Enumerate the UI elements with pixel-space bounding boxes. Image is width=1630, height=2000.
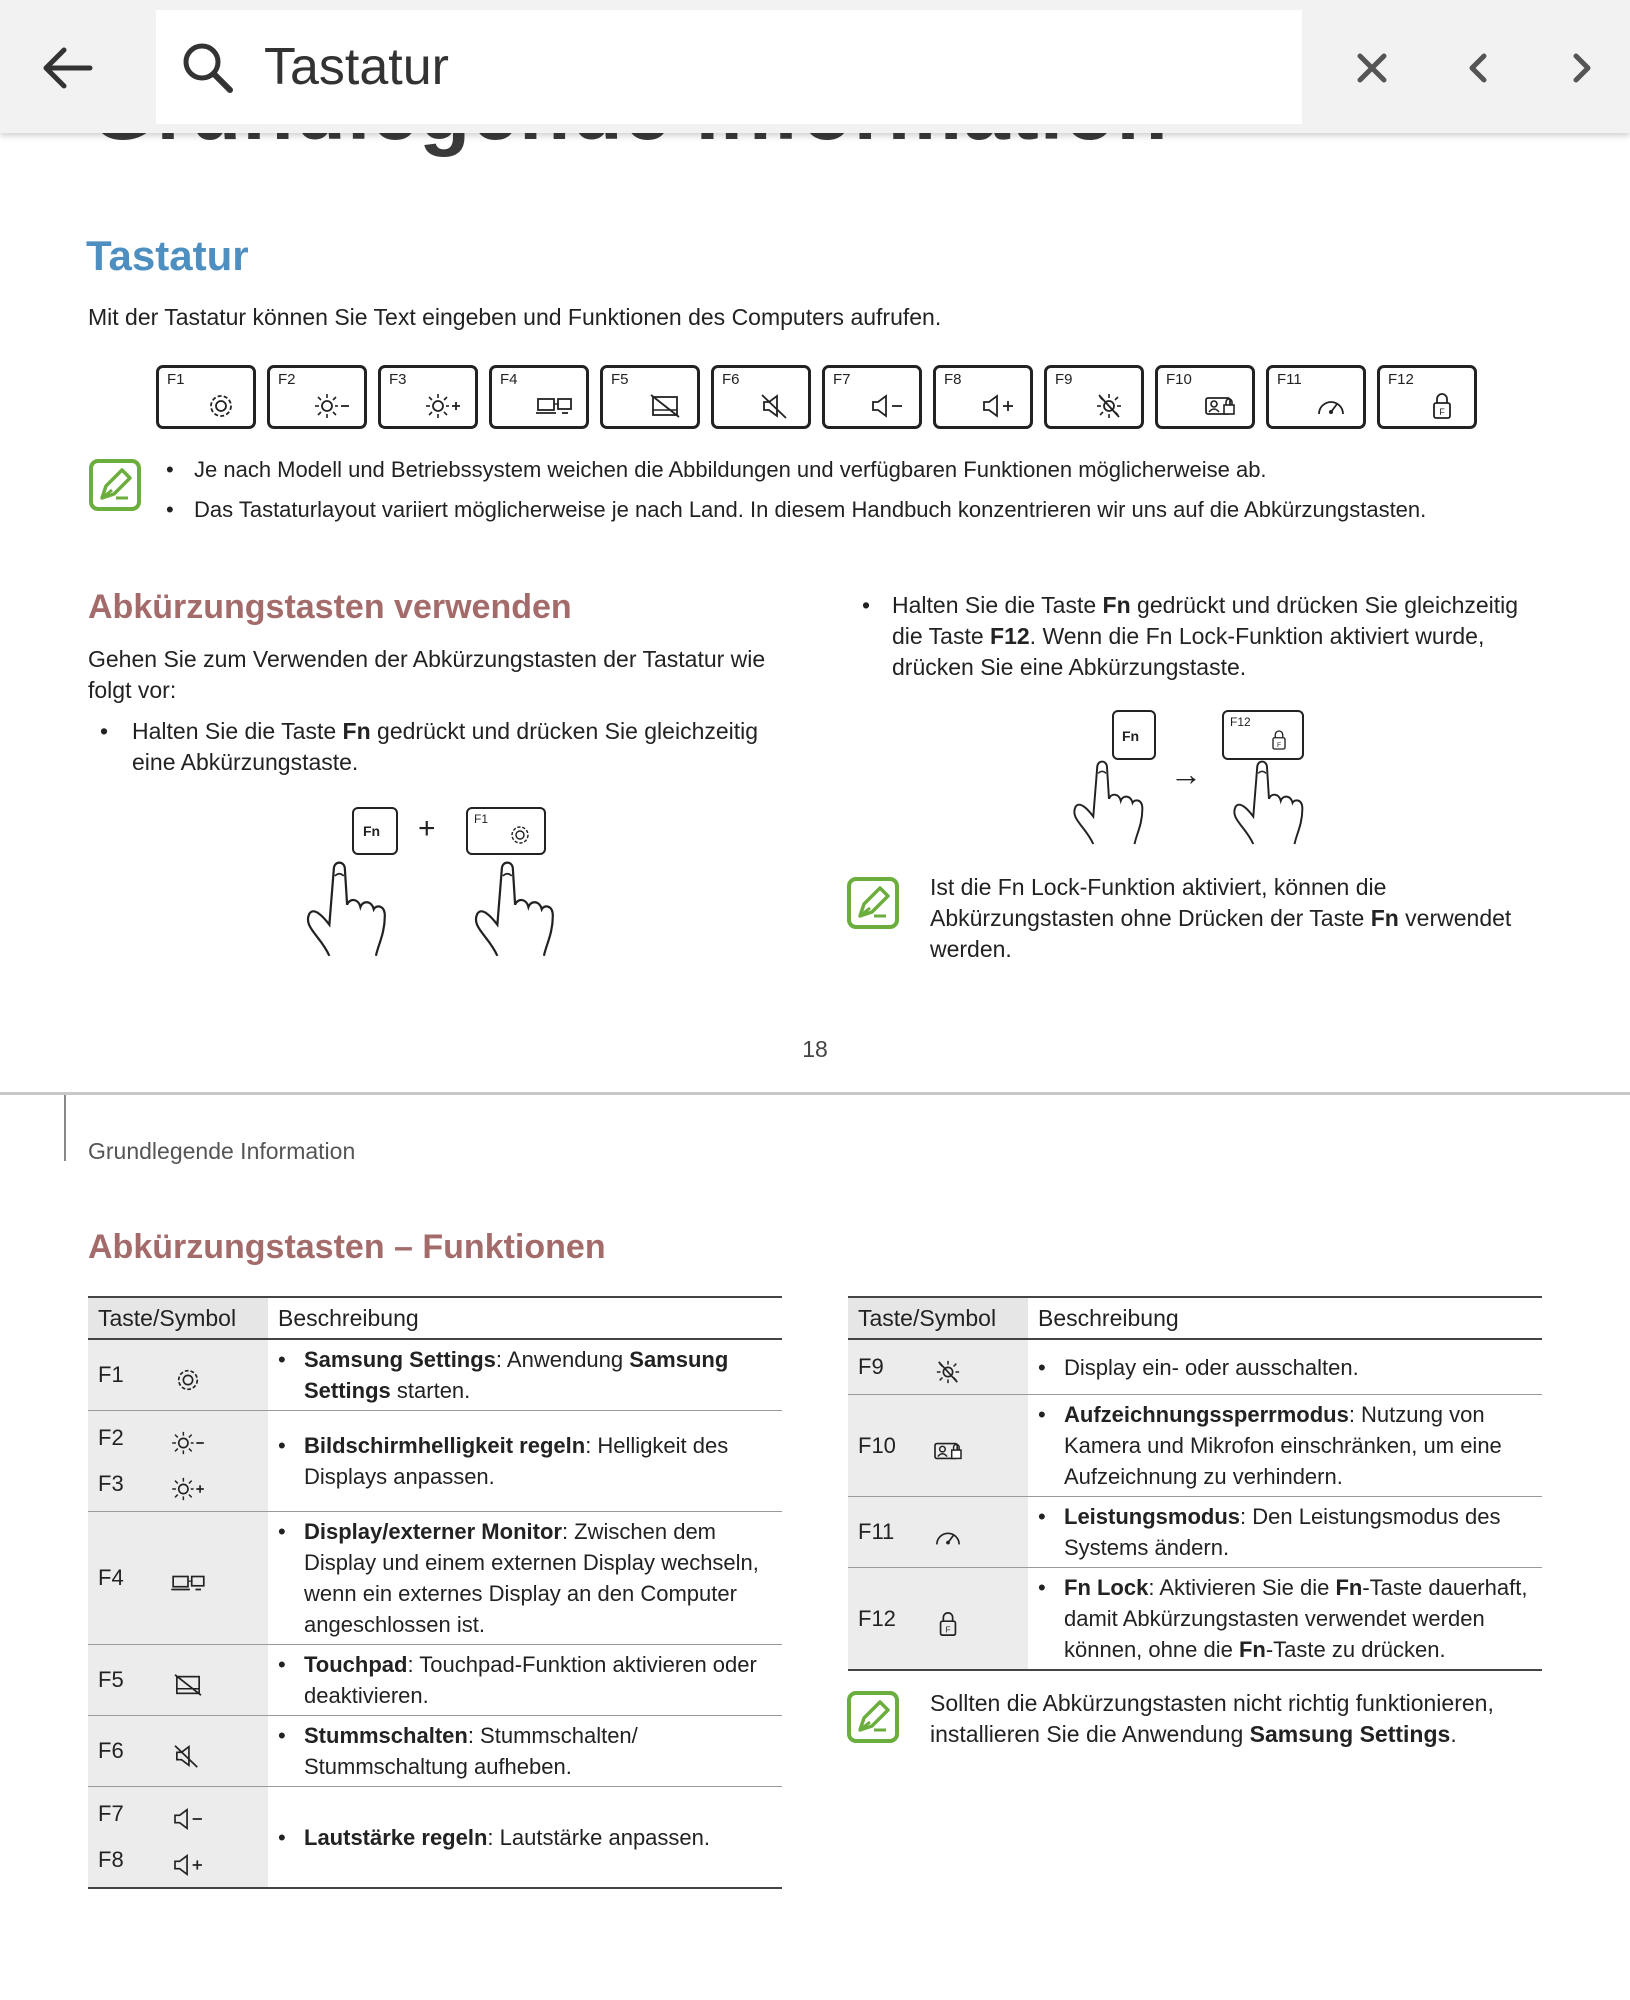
- fn-lock-icon: [928, 1607, 968, 1633]
- chevron-right-icon[interactable]: [1554, 40, 1610, 96]
- key-label: F8: [944, 371, 962, 388]
- note-icon: [846, 876, 900, 930]
- key-name: F12: [858, 1605, 896, 1631]
- table-row: [848, 1497, 1542, 1568]
- function-key-row: [156, 365, 1476, 427]
- key-label: F7: [833, 371, 851, 388]
- display-off-icon: [928, 1355, 968, 1381]
- illus-f12-key: F12: [1222, 710, 1304, 760]
- key-label: F5: [611, 371, 629, 388]
- page-edge-line: [64, 1095, 66, 1161]
- table-row: [848, 1568, 1542, 1671]
- back-arrow-icon[interactable]: [36, 36, 100, 100]
- description-cell: • Leistungsmodus: Den Leistungsmodus des Systems ändern.: [1028, 1497, 1542, 1568]
- key-label: F10: [1166, 371, 1192, 388]
- key-cell: [848, 1497, 1028, 1568]
- key-f2: [267, 365, 367, 429]
- intro-text: Mit der Tastatur können Sie Text eingeben und Funktionen des Computers aufrufen.: [88, 304, 942, 330]
- page-number: 18: [802, 1036, 828, 1062]
- section-title-tastatur: Tastatur: [86, 232, 249, 279]
- key-cell: [88, 1512, 268, 1645]
- key-f12: [1377, 365, 1477, 429]
- mute-icon: [756, 392, 796, 420]
- volume-up-icon: [168, 1848, 208, 1874]
- final-note: Sollten die Abkürzungstasten nicht richtig funktionieren, installieren Sie die Anwendung Samsung Settings.: [930, 1690, 1494, 1747]
- key-name: F9: [858, 1354, 884, 1379]
- volume-up-icon: [978, 392, 1018, 420]
- chevron-left-icon[interactable]: [1450, 40, 1506, 96]
- note-icon: [846, 1690, 900, 1744]
- note-icon: [88, 458, 142, 512]
- mute-icon: [168, 1739, 208, 1765]
- key-label: F4: [500, 371, 518, 388]
- touchpad-icon: [168, 1668, 208, 1694]
- display-switch-icon: [534, 392, 574, 420]
- brightness-down-icon: [168, 1426, 208, 1452]
- key-f1: [156, 365, 256, 429]
- performance-gauge-icon: [1311, 392, 1351, 420]
- gear-icon: [201, 392, 241, 420]
- illus-fn-key: Fn: [352, 807, 398, 855]
- fnlock-note: Ist die Fn Lock-Funktion aktiviert, können die Abkürzungstasten ohne Drücken der Taste Fn verwendet werden.: [930, 874, 1512, 962]
- key-name: F4: [98, 1565, 124, 1590]
- function-table-right: [848, 1296, 1542, 1671]
- key-name: F2: [98, 1425, 124, 1450]
- key-label: F12: [1388, 371, 1414, 388]
- key-name: F3: [98, 1471, 124, 1496]
- display-switch-icon: [168, 1566, 208, 1592]
- brightness-down-icon: [312, 392, 352, 420]
- table-row: [88, 1512, 782, 1645]
- section-title-functions: Abkürzungstasten – Funktionen: [88, 1228, 606, 1266]
- brightness-up-icon: [168, 1472, 208, 1498]
- key-f9: [1044, 365, 1144, 429]
- key-name: F7: [98, 1801, 124, 1826]
- brightness-up-icon: [423, 392, 463, 420]
- description-cell: • Aufzeichnungssperrmodus: Nutzung von Kamera und Mikrofon einschränken, um eine Aufzeichnung zu verhindern.: [1028, 1395, 1542, 1497]
- illus-arrow: →: [1170, 756, 1202, 792]
- key-f5: [600, 365, 700, 429]
- volume-down-icon: [867, 392, 907, 420]
- col-header-desc: Beschreibung: [1028, 1297, 1542, 1339]
- key-cell: [848, 1395, 1028, 1497]
- privacy-mode-icon: [928, 1434, 968, 1460]
- search-box[interactable]: [156, 10, 1302, 124]
- illus-plus: +: [418, 812, 436, 845]
- key-f3: [378, 365, 478, 429]
- page-divider: [0, 1092, 1630, 1095]
- key-cell: [848, 1339, 1028, 1395]
- section-title-shortcuts: Abkürzungstasten verwenden: [88, 588, 572, 626]
- key-cell: [848, 1568, 1028, 1671]
- function-table-left: [88, 1296, 782, 1889]
- col-header-key: Taste/Symbol: [88, 1297, 268, 1339]
- gear-icon: [168, 1363, 208, 1389]
- search-toolbar: [0, 0, 1630, 133]
- table-row: [88, 1716, 782, 1787]
- close-icon[interactable]: [1344, 40, 1400, 96]
- description-cell: • Display ein- oder ausschalten.: [1028, 1339, 1542, 1395]
- display-off-icon: [1089, 392, 1129, 420]
- key-cell: [88, 1339, 268, 1411]
- col-header-key: Taste/Symbol: [848, 1297, 1028, 1339]
- illus-fn-key: Fn: [1112, 710, 1156, 760]
- key-label: F1: [167, 371, 185, 388]
- shortcut-intro: Gehen Sie zum Verwenden der Abkürzungstasten der Tastatur wie folgt vor:: [88, 646, 766, 703]
- key-label: F2: [278, 371, 296, 388]
- shortcut-bullet-left: • Halten Sie die Taste Fn gedrückt und drücken Sie gleichzeitig eine Abkürzungstaste.: [100, 718, 759, 775]
- search-input[interactable]: [264, 28, 1224, 106]
- description-cell: • Fn Lock: Aktivieren Sie die Fn-Taste dauerhaft, damit Abkürzungstasten verwendet werden können, ohne die Fn-Taste zu drücken.: [1028, 1568, 1542, 1671]
- key-name: F11: [858, 1519, 895, 1544]
- description-cell: • Stummschalten: Stummschalten/ Stummschaltung aufheben.: [268, 1716, 782, 1787]
- key-f10: [1155, 365, 1255, 429]
- note-item: • Je nach Modell und Betriebssystem weichen die Abbildungen und verfügbaren Funktionen möglicherweise ab.: [166, 457, 1267, 482]
- table-row: [848, 1339, 1542, 1395]
- key-cell: [88, 1716, 268, 1787]
- key-f7: [822, 365, 922, 429]
- touchpad-icon: [645, 392, 685, 420]
- description-cell: • Touchpad: Touchpad-Funktion aktivieren oder deaktivieren.: [268, 1645, 782, 1716]
- page-header: Grundlegende Information: [88, 1138, 356, 1164]
- table-row: [88, 1787, 782, 1889]
- description-cell: • Display/externer Monitor: Zwischen dem Display und einem externen Display wechseln, wenn ein externes Display an den Computer angeschlossen ist.: [268, 1512, 782, 1645]
- description-cell: • Bildschirmhelligkeit regeln: Helligkeit des Displays anpassen.: [268, 1411, 782, 1512]
- key-name: F6: [98, 1738, 124, 1763]
- table-row: [88, 1339, 782, 1411]
- description-cell: • Lautstärke regeln: Lautstärke anpassen.: [268, 1787, 782, 1889]
- note-item: • Das Tastaturlayout variiert möglicherweise je nach Land. In diesem Handbuch konzentrieren wir uns auf die Abkürzungstasten.: [166, 497, 1427, 522]
- key-name: F8: [98, 1847, 124, 1872]
- key-f8: [933, 365, 1033, 429]
- key-cell: [88, 1645, 268, 1716]
- key-label: F11: [1277, 371, 1302, 388]
- table-row: [848, 1395, 1542, 1497]
- privacy-mode-icon: [1200, 392, 1240, 420]
- key-name: F1: [98, 1362, 124, 1387]
- key-name: F5: [98, 1667, 124, 1692]
- shortcut-bullet-right: • Halten Sie die Taste Fn gedrückt und drücken Sie gleichzeitig die Taste F12. Wenn die Fn Lock-Funktion aktiviert wurde, drücken Sie eine Abkürzungstaste.: [862, 592, 1519, 680]
- fn-lock-icon: [1422, 392, 1462, 420]
- illus-f1-key: F1: [466, 807, 546, 855]
- description-cell: • Samsung Settings: Anwendung Samsung Settings starten.: [268, 1339, 782, 1411]
- key-label: F6: [722, 371, 740, 388]
- key-f4: [489, 365, 589, 429]
- performance-gauge-icon: [928, 1520, 968, 1546]
- table-row: [88, 1645, 782, 1716]
- col-header-desc: Beschreibung: [268, 1297, 782, 1339]
- table-row: [88, 1411, 782, 1512]
- key-label: F3: [389, 371, 407, 388]
- search-icon: [180, 40, 236, 96]
- key-f6: [711, 365, 811, 429]
- volume-down-icon: [168, 1802, 208, 1828]
- key-name: F10: [858, 1432, 896, 1458]
- key-cell: [88, 1787, 268, 1889]
- key-label: F9: [1055, 371, 1073, 388]
- key-f11: [1266, 365, 1366, 429]
- key-cell: [88, 1411, 268, 1512]
